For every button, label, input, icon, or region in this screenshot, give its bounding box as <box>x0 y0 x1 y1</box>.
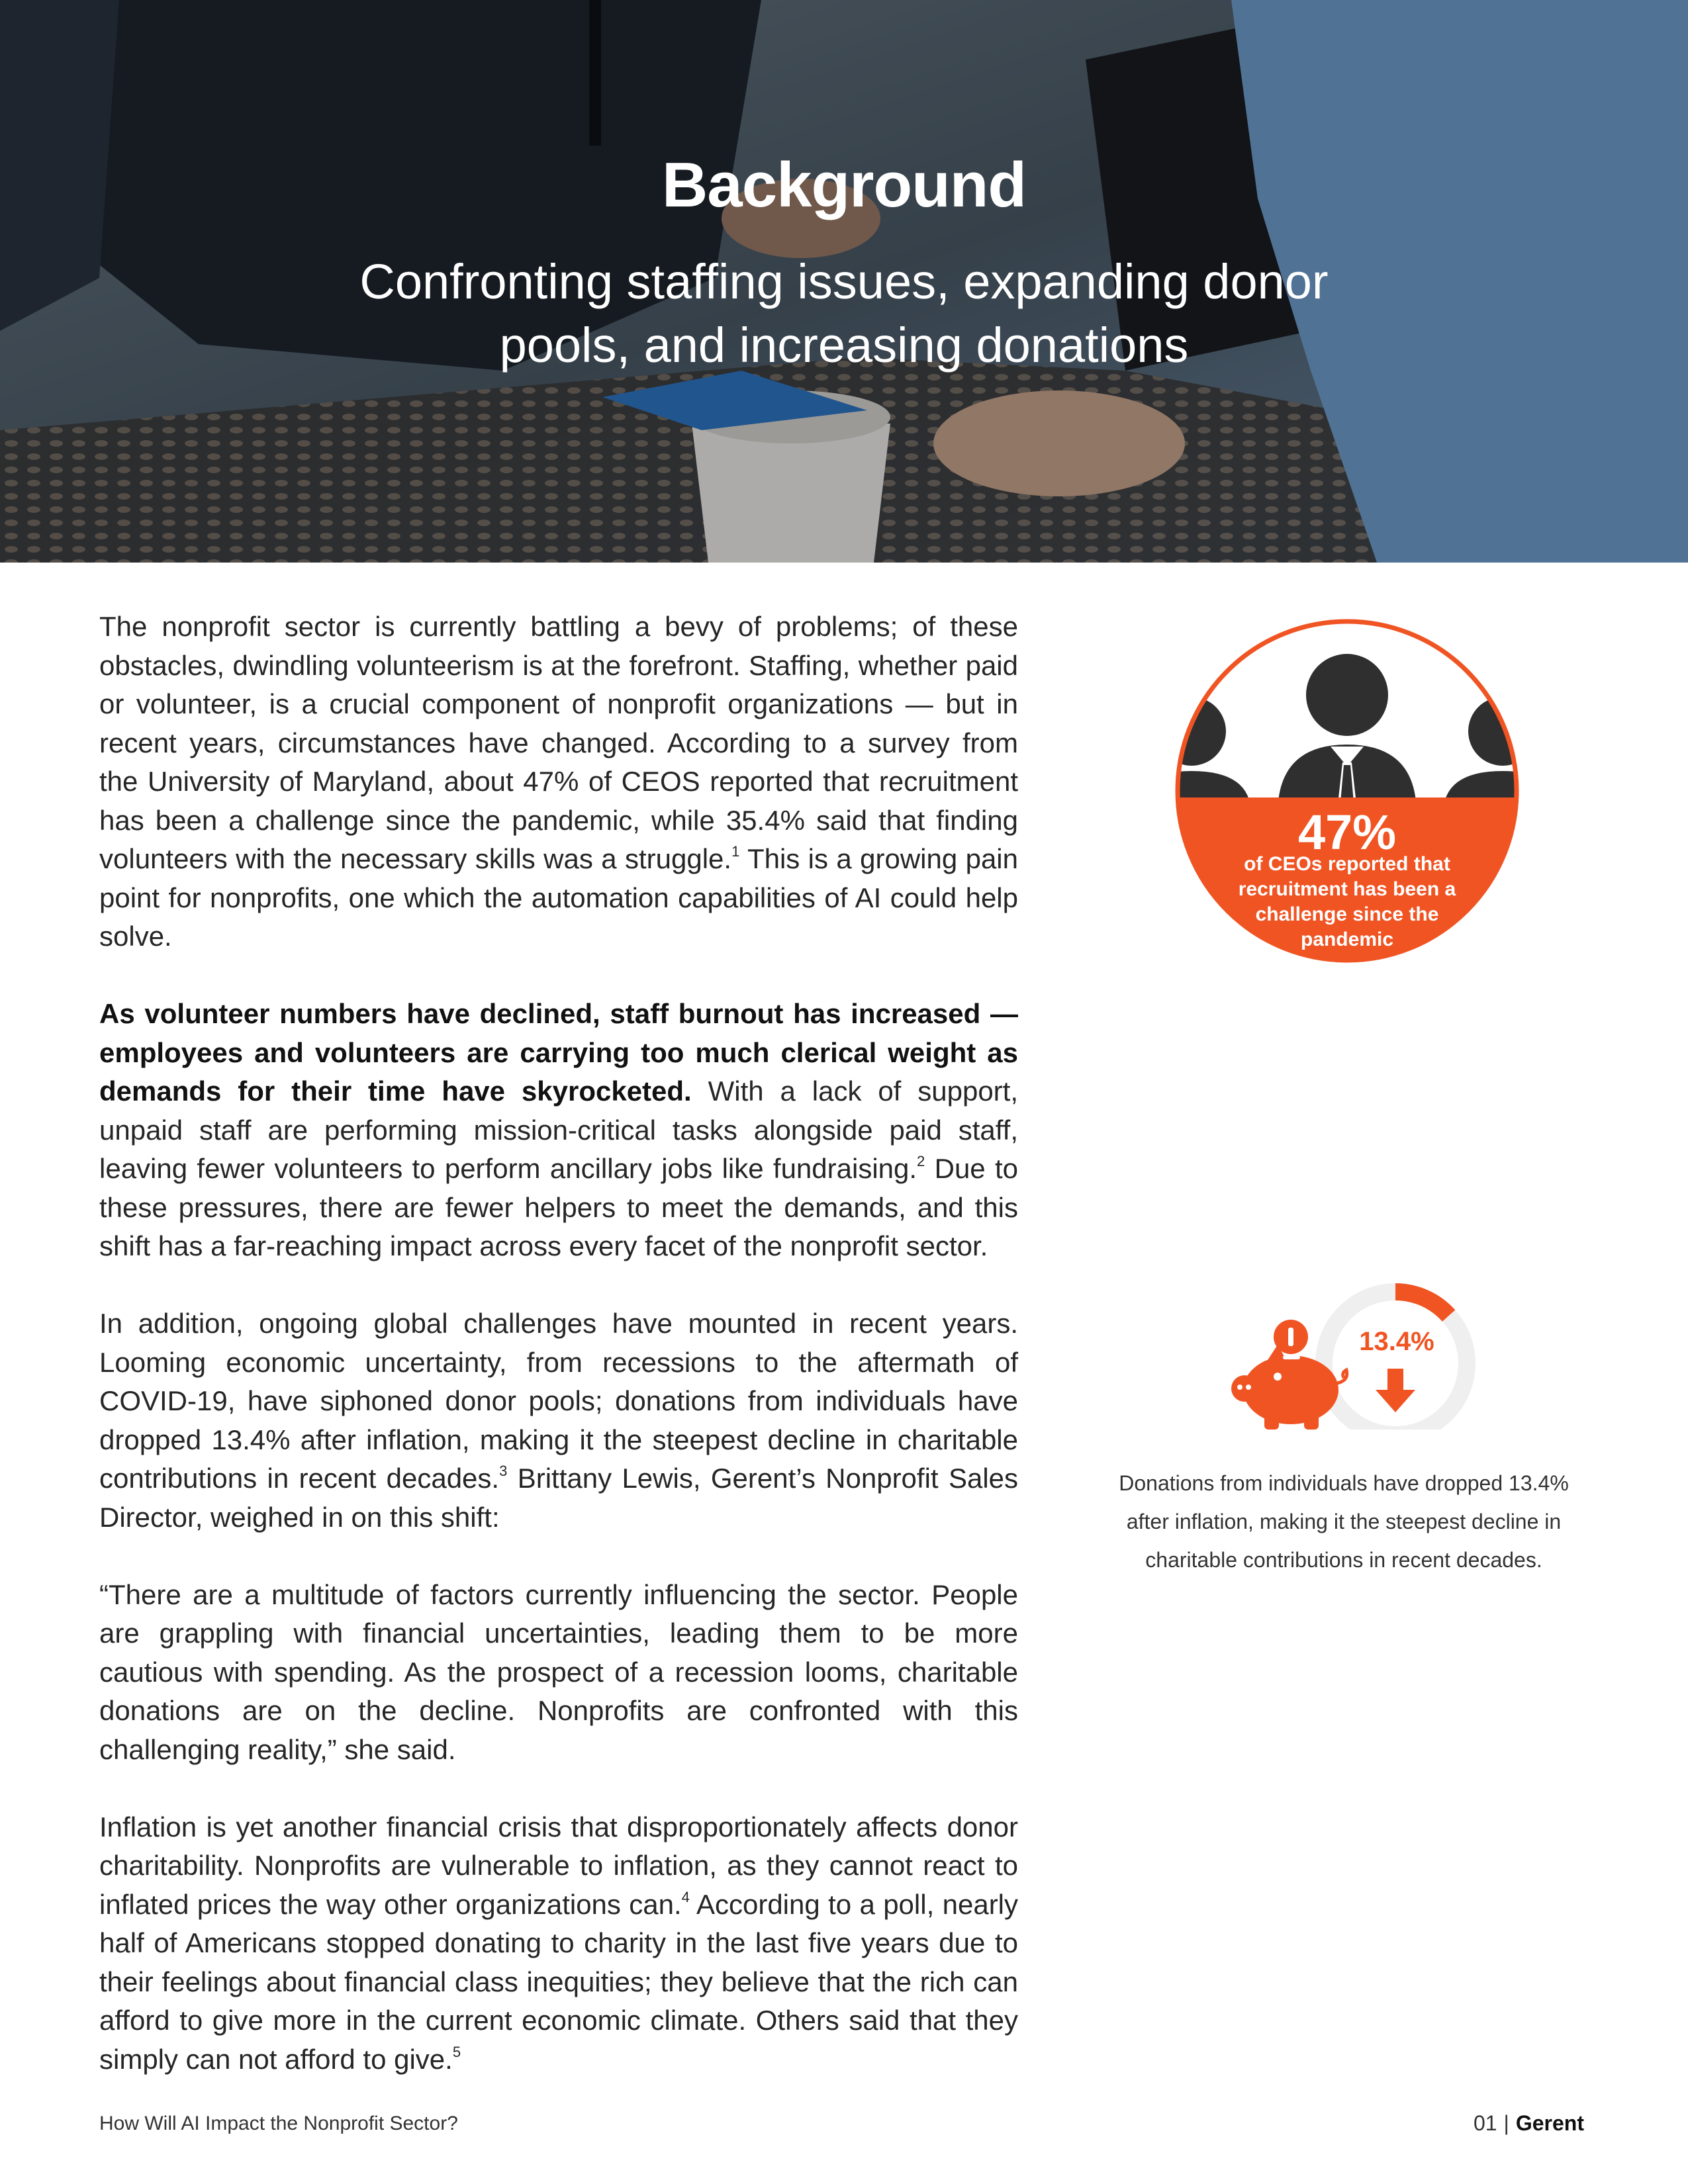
hero-banner <box>0 0 1688 563</box>
footnote-ref-3: 3 <box>499 1463 508 1479</box>
paragraph-5-text: Inflation is yet another financial crisis that disproportionately affects donor charitability. Nonprofits are vulnerable to inflation, as they cannot react to inflated prices the way other organizations can. <box>99 1811 1018 1920</box>
paragraph-3-text: In addition, ongoing global challenges have mounted in recent years. Looming economic uncertainty, from recessions to the aftermath of COVID-19, have siphoned donor pools; donations from individuals have dropped 13.4% after inflation, making it the steepest decline in charitable contributions in recent decades. <box>99 1308 1018 1494</box>
ceo-stat-caption: of CEOs reported that recruitment has been a challenge since the pandemic <box>1238 853 1456 950</box>
paragraph-1-text: The nonprofit sector is currently battling a bevy of problems; of these obstacles, dwindling volunteerism is at the forefront. Staffing, whether paid or volunteer, is a crucial component of nonprofit organizations — but in recent years, circumstances have changed. According to a survey from the University of Maryland, about 47% of CEOS reported that recruitment has been a challenge since the pandemic, while 35.4% said that finding volunteers with the necessary skills was a struggle. <box>99 611 1018 874</box>
body-text <box>99 608 1018 2118</box>
footnote-ref-4: 4 <box>681 1888 690 1905</box>
paragraph-1-tail: This is a growing pain point for nonprofits, one which the automation capabilities of AI could help solve. <box>99 843 1018 952</box>
paragraph-5-tail: According to a poll, nearly half of Americans stopped donating to charity in the last five years due to their feelings about financial class inequities; they believe that the rich can afford to give more in the current economic climate. Others said that they simply can not afford to give. <box>99 1888 1019 2075</box>
page-subtitle: Confronting staffing issues, expanding donor pools, and increasing donations <box>359 254 1329 373</box>
footnote-ref-2: 2 <box>917 1153 925 1169</box>
paragraph-4: “There are a multitude of factors currently influencing the sector. People are grappling with financial uncertainties, leading them to be more cautious with spending. As the prospect of a recession looms, charitable donations are on the decline. Nonprofits are confronted with this challenging reality,” she said. <box>99 1578 1018 1765</box>
footer-separator: | <box>1503 2111 1509 2135</box>
paragraph-2 <box>99 995 1018 1266</box>
page-title: Background <box>661 150 1027 220</box>
footnote-ref-5: 5 <box>452 2043 461 2060</box>
paragraph-3 <box>99 1304 1018 1537</box>
donation-drop-arc <box>1395 1292 1449 1316</box>
footnote-ref-1: 1 <box>731 843 740 860</box>
donation-stat-value: 13.4% <box>1359 1327 1434 1356</box>
ceo-stat-value: 47% <box>1297 805 1397 860</box>
footer-title: How Will AI Impact the Nonprofit Sector? <box>99 2113 458 2134</box>
paragraph-5 <box>99 1808 1018 2079</box>
paragraph-2-lead: As volunteer numbers have declined, staff burnout has increased — employees and volunteers are carrying too much clerical weight as demands for their time have skyrocketed. <box>99 998 1018 1107</box>
paragraph-2-text: With a lack of support, unpaid staff are performing mission-critical tasks alongside paid staff, leaving fewer volunteers to perform ancillary jobs like fundraising. <box>99 1075 1018 1184</box>
paragraph-2-tail: Due to these pressures, there are fewer helpers to meet the demands, and this shift has a far-reaching impact across every facet of the nonprofit sector. <box>99 1153 1018 1261</box>
page-number: 01 <box>1473 2111 1497 2135</box>
donation-stat-caption: Donations from individuals have dropped 13.4% after inflation, making it the steepest decline in charitable contributions in recent decades. <box>1119 1471 1569 1572</box>
paragraph-3-tail: Brittany Lewis, Gerent’s Nonprofit Sales Director, weighed in on this shift: <box>99 1463 1019 1533</box>
brand-name: Gerent <box>1515 2111 1584 2135</box>
footer-page-info <box>1474 2111 1584 2136</box>
paragraph-1 <box>99 608 1018 956</box>
